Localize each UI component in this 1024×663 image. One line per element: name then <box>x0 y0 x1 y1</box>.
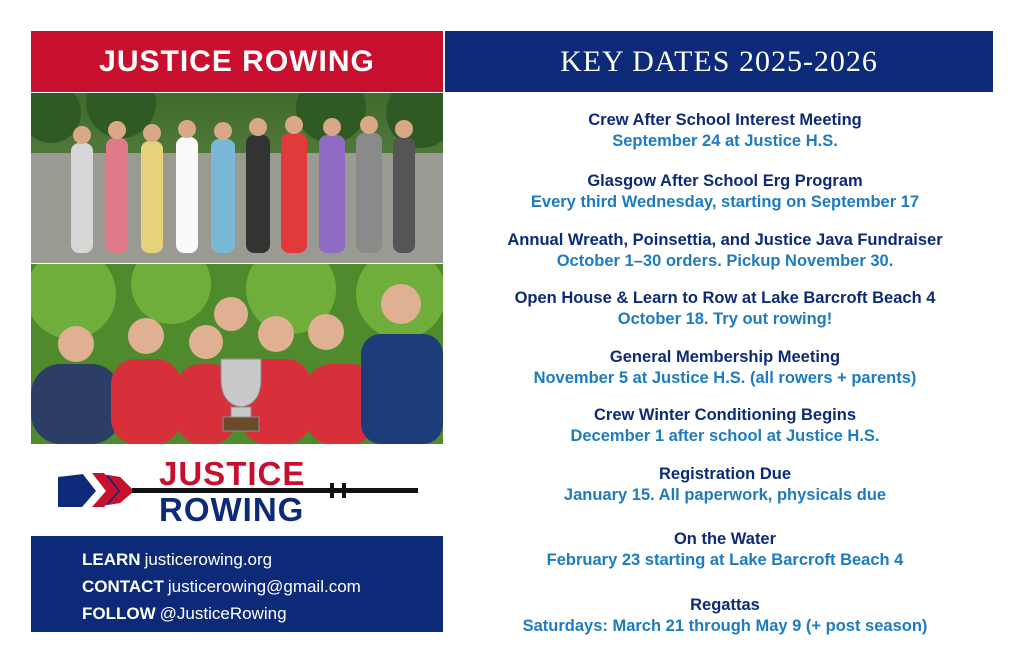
event-title: Crew After School Interest Meeting <box>588 111 862 129</box>
event-detail: September 24 at Justice H.S. <box>612 132 838 150</box>
event-detail: October 1–30 orders. Pickup November 30. <box>556 252 894 270</box>
event-item <box>445 464 1005 506</box>
email-link[interactable]: justicerowing@gmail.com <box>167 577 361 596</box>
event-item <box>445 347 1005 389</box>
website-link[interactable]: justicerowing.org <box>144 550 273 569</box>
event-detail: December 1 after school at Justice H.S. <box>570 427 880 445</box>
contact-email-label: CONTACT <box>82 577 164 596</box>
event-detail: Saturdays: March 21 through May 9 (+ post season) <box>522 617 928 635</box>
event-item <box>445 288 1005 330</box>
justice-rowing-logo <box>52 455 422 530</box>
event-item <box>445 171 1005 213</box>
brand-header <box>31 31 443 92</box>
contact-follow-row <box>82 600 443 627</box>
key-dates-title: KEY DATES 2025-2026 <box>560 44 878 78</box>
event-item <box>445 230 1005 272</box>
event-title: General Membership Meeting <box>609 348 841 366</box>
event-title: Open House & Learn to Row at Lake Barcroft Beach 4 <box>514 289 936 307</box>
event-title: Annual Wreath, Poinsettia, and Justice Java Fundraiser <box>507 231 943 249</box>
event-title: Registration Due <box>658 465 792 483</box>
event-detail: Every third Wednesday, starting on September 17 <box>530 193 920 211</box>
event-detail: November 5 at Justice H.S. (all rowers + parents) <box>533 369 917 387</box>
event-item <box>445 595 1005 637</box>
event-item <box>445 110 1005 152</box>
event-title: Regattas <box>690 596 760 614</box>
social-handle-link[interactable]: @JusticeRowing <box>159 604 287 623</box>
event-detail: February 23 starting at Lake Barcroft Beach 4 <box>546 551 904 569</box>
event-title: Crew Winter Conditioning Begins <box>593 406 856 424</box>
contact-learn-row <box>82 546 443 573</box>
logo-rowing-text: ROWING <box>159 491 305 528</box>
trophy-celebration-photo <box>31 264 443 444</box>
logo-justice-text: JUSTICE <box>159 455 306 492</box>
key-dates-header <box>445 31 993 92</box>
event-title: Glasgow After School Erg Program <box>587 172 863 190</box>
contact-box <box>31 536 443 632</box>
event-detail: October 18. Try out rowing! <box>617 310 833 328</box>
contact-email-row <box>82 573 443 600</box>
contact-learn-label: LEARN <box>82 550 141 569</box>
brand-title: JUSTICE ROWING <box>99 44 375 78</box>
event-detail: January 15. All paperwork, physicals due <box>563 486 887 504</box>
event-item <box>445 529 1005 571</box>
contact-follow-label: FOLLOW <box>82 604 156 623</box>
team-group-photo <box>31 93 443 263</box>
event-title: On the Water <box>673 530 777 548</box>
event-item <box>445 405 1005 447</box>
